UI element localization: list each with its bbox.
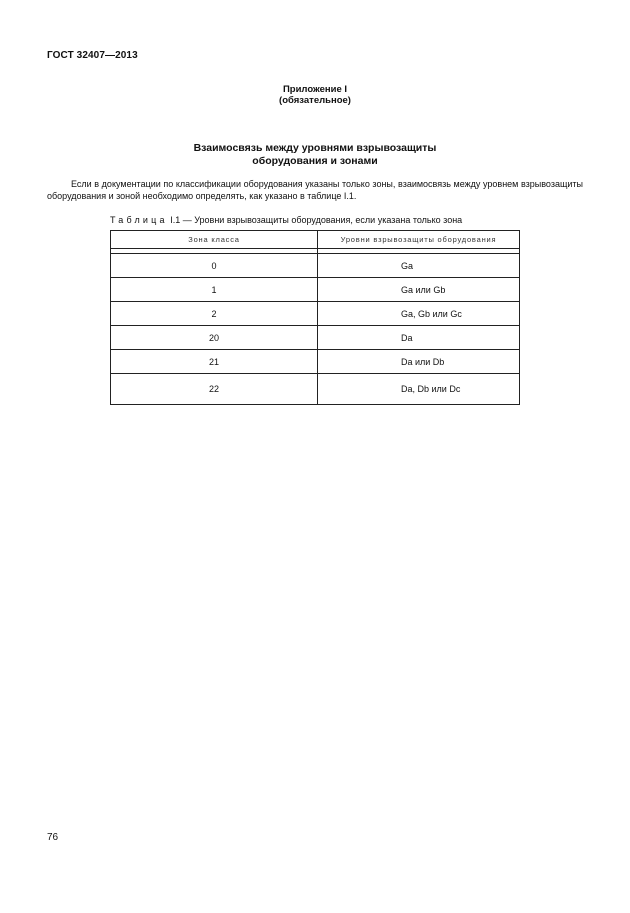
table-row: [111, 374, 520, 405]
zone-cell: 1: [111, 278, 318, 302]
levels-cell: Ga, Gb или Gc: [318, 302, 520, 326]
table-row: [111, 326, 520, 350]
table-caption-prefix: Таблица: [110, 215, 168, 225]
zone-level-table: [110, 230, 520, 405]
table-header-row: [111, 231, 520, 249]
table-row: [111, 302, 520, 326]
zone-cell: 0: [111, 254, 318, 278]
section-title-line1: Взаимосвязь между уровнями взрывозащиты: [193, 142, 437, 154]
header-zone-class: Зона класса: [111, 231, 318, 249]
section-title: [0, 142, 630, 168]
body-paragraph: [47, 179, 583, 202]
table-caption: [110, 215, 462, 225]
appendix-status: (обязательное): [279, 95, 351, 106]
table-row: [111, 350, 520, 374]
zone-cell: 2: [111, 302, 318, 326]
page-number: 76: [47, 832, 59, 843]
section-title-line2: оборудования и зонами: [252, 155, 378, 167]
zone-cell: 21: [111, 350, 318, 374]
levels-cell: Da, Db или Dc: [318, 374, 520, 405]
levels-cell: Ga или Gb: [318, 278, 520, 302]
table-row: [111, 278, 520, 302]
zone-cell: 20: [111, 326, 318, 350]
body-paragraph-text: Если в документации по классификации оборудования указаны только зоны, взаимосвязь между уровнем взрывозащиты оборудования и зоной необходимо определять, как указано в таблице I.1.: [47, 179, 583, 201]
appendix-title: Приложение I: [282, 84, 348, 95]
zone-cell: 22: [111, 374, 318, 405]
header-protection-levels: Уровни взрывозащиты оборудования: [318, 231, 520, 249]
levels-cell: Da: [318, 326, 520, 350]
table-caption-text: I.1 — Уровни взрывозащиты оборудования, если указана только зона: [167, 215, 463, 225]
levels-cell: Da или Db: [318, 350, 520, 374]
levels-cell: Ga: [318, 254, 520, 278]
appendix-heading: [0, 84, 630, 106]
table-row: [111, 254, 520, 278]
standard-header: ГОСТ 32407—2013: [47, 50, 138, 61]
